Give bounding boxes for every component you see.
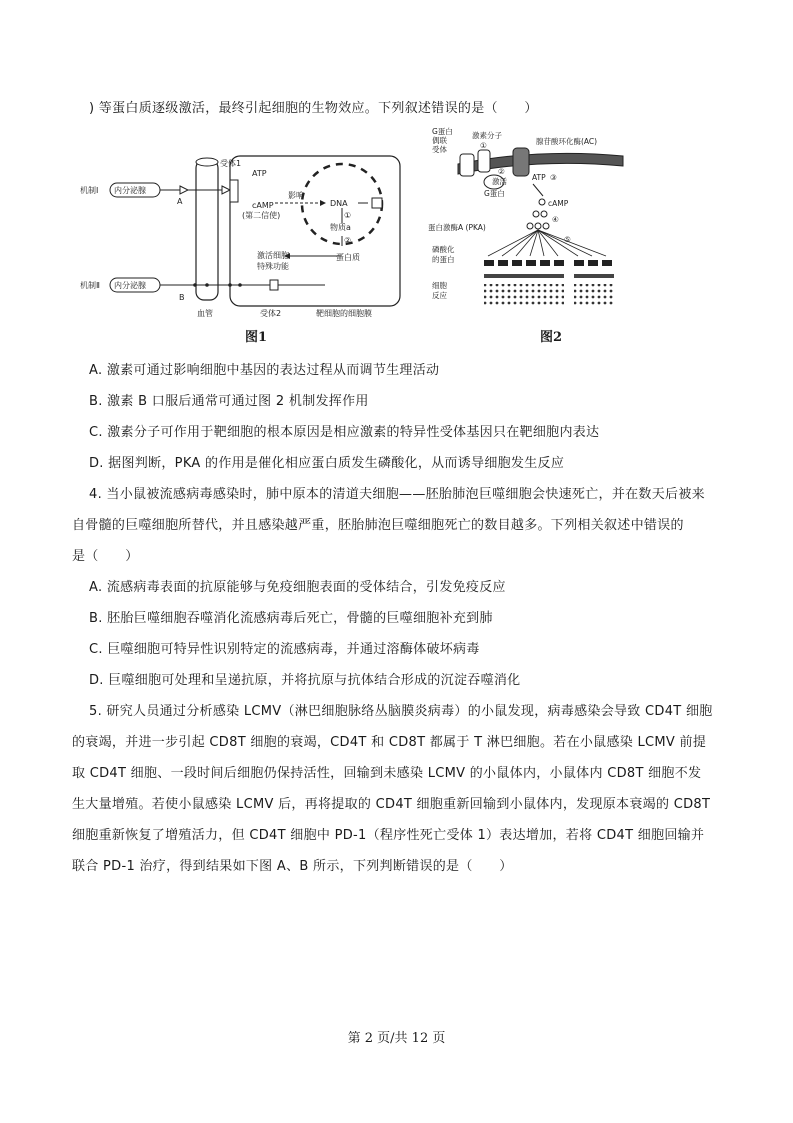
atp-label-fig2: ATP [532, 173, 546, 182]
activate-function-1: 激活细胞 [257, 251, 289, 260]
q3-option-c: C. 激素分子可作用于靶细胞的根本原因是相应激素的特异性受体基因只在靶细胞内表达 [89, 425, 600, 440]
step-1-label: ① [344, 211, 352, 220]
q4-stem-line-3: 是（ ） [72, 549, 139, 564]
q5-stem-line-2: 的衰竭，并进一步引起 CD8T 细胞的衰竭，CD4T 和 CD8T 都属于 T 淋巴细胞。若在小鼠感染 LCMV 前提 [72, 735, 707, 750]
figure-2-caption: 图2 [540, 330, 563, 345]
gpcr-label-3: 受体 [432, 145, 447, 154]
q5-stem-line-5: 细胞重新恢复了增殖活力，但 CD4T 细胞中 PD-1（程序性死亡受体 1）表达增加，若将 CD4T 细胞回输并 [72, 828, 705, 843]
target-membrane-label: 靶细胞的细胞膜 [316, 309, 372, 318]
activate-function-2: 特殊功能 [257, 262, 289, 271]
camp-label: cAMP [252, 201, 274, 210]
receptor-2-label: 受体2 [260, 309, 282, 318]
q4-option-c: C. 巨噬细胞可特异性识别特定的流感病毒，并通过溶酶体破坏病毒 [89, 642, 480, 657]
q4-stem-line-2: 自骨髓的巨噬细胞所替代，并且感染越严重，胚胎肺泡巨噬细胞死亡的数目越多。下列相关叙述中错误的 [72, 518, 684, 533]
mechanism-2-label: 机制Ⅱ [80, 281, 100, 290]
q4-stem-line-1: 4. 当小鼠被流感病毒感染时，肺中原本的清道夫细胞——胚胎肺泡巨噬细胞会快速死亡，并在数天后被来 [89, 487, 705, 502]
q3-option-d: D. 据图判断，PKA 的作用是催化相应蛋白质发生磷酸化，从而诱导细胞发生反应 [89, 456, 565, 471]
protein-label: 蛋白质 [336, 253, 360, 262]
substance-a-label: 物质a [330, 223, 351, 232]
phospho-label-1: 磷酸化 [432, 245, 455, 254]
question-stem-continuation: ) 等蛋白质逐级激活，最终引起细胞的生物效应。下列叙述错误的是（ ） [89, 101, 538, 116]
q5-stem-line-1: 5. 研究人员通过分析感染 LCMV（淋巴细胞脉络丛脑膜炎病毒）的小鼠发现，病毒感染会导致 CD4T 细胞 [89, 704, 713, 719]
q4-option-b: B. 胚胎巨噬细胞吞噬消化流感病毒后死亡，骨髓的巨噬细胞补充到肺 [89, 611, 493, 626]
response-label-1: 细胞 [432, 281, 447, 290]
step-2-label: ② [344, 236, 352, 245]
camp-label-fig2: cAMP [548, 199, 569, 208]
q5-stem-line-6: 联合 PD-1 治疗，得到结果如下图 A、B 所示，下列判断错误的是（ ） [72, 859, 513, 874]
figure-2-diagram [428, 126, 628, 324]
endocrine-gland-1: 内分泌腺 [114, 186, 146, 195]
blood-vessel-label: 血管 [197, 309, 213, 318]
circle-2: ② [498, 167, 505, 176]
page-number-footer: 第 2 页/共 12 页 [347, 1031, 446, 1046]
circle-1: ① [480, 141, 487, 150]
q5-stem-line-4: 生大量增殖。若使小鼠感染 LCMV 后，再将提取的 CD4T 细胞重新回输到小鼠体内，发现原本衰竭的 CD8T [72, 797, 711, 812]
response-label-2: 反应 [432, 291, 447, 300]
q4-option-d: D. 巨噬细胞可处理和呈递抗原，并将抗原与抗体结合形成的沉淀吞噬消化 [89, 673, 521, 688]
circle-4: ④ [552, 215, 559, 224]
circle-3: ③ [550, 173, 557, 182]
g-protein-label: G蛋白 [484, 189, 505, 198]
dna-label: DNA [330, 199, 348, 208]
phospho-label-2: 的蛋白 [432, 255, 455, 264]
figure-1-diagram [80, 148, 410, 320]
activate-label: 激活 [492, 177, 507, 186]
hormone-molecule-label: 激素分子 [472, 131, 502, 140]
second-messenger-label: (第二信使) [242, 211, 281, 220]
mechanism-1-label: 机制Ⅰ [80, 186, 99, 195]
influence-label: 影响 [288, 191, 304, 200]
gpcr-label-1: G蛋白 [432, 127, 453, 136]
endocrine-gland-2: 内分泌腺 [114, 281, 146, 290]
q3-option-b: B. 激素 B 口服后通常可通过图 2 机制发挥作用 [89, 394, 369, 409]
hormone-a-label: A [177, 197, 183, 206]
q4-option-a: A. 流感病毒表面的抗原能够与免疫细胞表面的受体结合，引发免疫反应 [89, 580, 506, 595]
receptor-1-label: 受体1 [220, 159, 242, 168]
gpcr-label-2: 偶联 [432, 136, 447, 145]
adenylate-cyclase-label: 腺苷酸环化酶(AC) [536, 137, 598, 146]
circle-5: ⑤ [564, 235, 571, 244]
hormone-b-label: B [179, 293, 185, 302]
pka-label: 蛋白激酶A (PKA) [428, 223, 486, 232]
atp-label: ATP [252, 169, 267, 178]
q5-stem-line-3: 取 CD4T 细胞、一段时间后细胞仍保持活性，回输到未感染 LCMV 的小鼠体内，小鼠体内 CD8T 细胞不发 [72, 766, 702, 781]
q3-option-a: A. 激素可通过影响细胞中基因的表达过程从而调节生理活动 [89, 363, 440, 378]
figure-1-caption: 图1 [245, 330, 268, 345]
